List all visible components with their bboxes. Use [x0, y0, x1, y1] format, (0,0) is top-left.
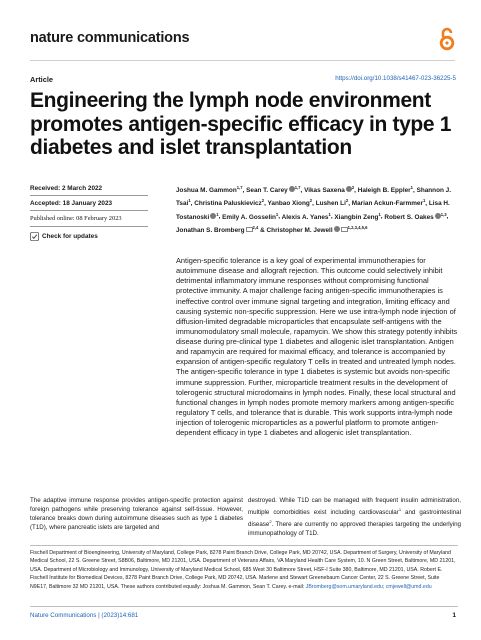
author-name-text: Xiangbin Zeng	[334, 213, 379, 221]
author-name-text: Lisa H. Tostanoski	[176, 200, 450, 221]
author-affiliation-ref: 1	[188, 198, 191, 204]
author-name-text: Emily A. Gosselin	[222, 213, 276, 221]
author-affiliation-ref: 1,7	[236, 185, 243, 190]
author-name[interactable]	[352, 200, 426, 207]
author-affiliation-ref: 1,3	[440, 211, 447, 217]
author-affiliation-ref: 2	[309, 198, 313, 204]
author-name[interactable]	[334, 211, 381, 221]
open-access-icon[interactable]	[438, 27, 456, 51]
author-affiliation-ref: 1	[410, 185, 413, 190]
email-icon[interactable]	[341, 227, 348, 232]
body-text-segment: . There are currently no approved therapies targeting the underlying immunopathology of T1D.	[248, 521, 461, 538]
email-icon[interactable]	[246, 227, 253, 232]
body-text-left: The adaptive immune response provides antigen-specific protection against foreign pathogens while preserving tolerance against self-tissue. However, tolerance breaks down during autoimmune diseases such as type 1 diabetes (T1D), where pancreatic islets are targeted and	[30, 497, 243, 532]
check-for-updates-icon[interactable]	[30, 232, 39, 241]
author-name-text: Vikas Saxena	[304, 187, 345, 195]
affiliation-text: Fischell Department of Bioengineering, University of Maryland, College Park, 8278 Paint Branch Drive, College Park, MD 20742, USA. Department of Surgery, University of Maryland Medical School, 22 S. Greene Street, S8B06, Baltimore, MD 21201, USA. Department of Veterans Affairs, VA Maryland Health Care System, 10. N Green Street, Baltimore, MD 21201, USA. Department of Microbiology and Immunology, University of Maryland Medical School, 685 West 30 Baltimore Street, HSF-I Suite 380, Baltimore, MD 21201, USA. Robert E. Fischell Institute for Biomedical Devices, 8278 Paint Branch Drive, College Park, MD 20742, USA. Marlene and Stewart Greenebaum Cancer Center, 22 S. Greene Street, Suite N9E17, Baltimore 32 MD 21201, USA. These authors contributed equally: Joshua M. Gammon, Sean T. Carey.	[30, 550, 456, 590]
journal-citation[interactable]: Nature Communications | (2023)14:681	[30, 612, 139, 619]
published-date: Published online: 08 February 2023	[30, 215, 122, 222]
author-name[interactable]	[358, 187, 413, 194]
author-name-text: Christopher M. Jewell	[266, 226, 333, 234]
email-label: e-mail:	[287, 583, 306, 590]
meta-divider	[30, 226, 148, 227]
header-divider	[30, 60, 455, 61]
article-title: Engineering the lymph node environment promotes antigen-specific efficacy in type 1 diabetes and islet transplantation	[30, 89, 452, 159]
author-affiliation-ref: 1	[422, 198, 426, 204]
abstract: Antigen-specific tolerance is a key goal of experimental immunotherapies for autoimmune disease and allograft rejection. This outcome could selectively inhibit detrimental inflammatory immune responses without compromising functional protective immunity. A major challenge facing antigen-specific immunotherapies is ineffective control over immune signal targeting and integration, limiting efficacy and causing systemic non-specific suppression. Here we use intra-lymph node injection of diffusion-limited degradable microparticles that encapsulate self-antigens with the immunomodulatory small molecule, rapamycin. We show this strategy potently inhibits disease during pre-clinical type 1 diabetes and allogenic islet transplantation. Antigen and rapamycin are required for maximal efficacy, and tolerance is accompanied by expansion of antigen-specific regulatory T cells in treated and untreated lymph nodes. The antigen-specific tolerance in type 1 diabetes is systemic but avoids non-specific immune suppression. Further, microparticle treatment results in the development of tolerogenic structural microdomains in lymph nodes. Finally, these local structural and functional changes in lymph nodes promote memory markers among antigen-specific regulatory T cells, and tolerance that is durable. This work supports intra-lymph node injection of tolerogenic microparticles as a powerful platform to promote antigen-dependent efficacy in type 1 diabetes and allogenic islet transplantation.	[176, 256, 458, 438]
author-affiliation-ref: 2	[351, 185, 355, 190]
doi-link[interactable]: https://doi.org/10.1038/s41467-023-36225-5	[335, 75, 456, 82]
author-affiliation-ref: 1	[275, 211, 279, 217]
author-affiliation-ref: 1	[216, 211, 219, 217]
author-affiliation-ref: 1	[378, 211, 381, 217]
author-name[interactable]	[176, 187, 243, 194]
author-affiliation-ref: 1,7	[294, 185, 301, 190]
author-name-text: Alexis A. Yanes	[281, 213, 329, 221]
author-name[interactable]	[246, 187, 300, 194]
author-name[interactable]	[304, 187, 354, 194]
orcid-icon[interactable]	[334, 226, 340, 232]
meta-divider	[30, 195, 148, 196]
author-name[interactable]	[176, 224, 259, 234]
affiliations	[30, 549, 458, 591]
check-for-updates-link[interactable]: Check for updates	[42, 233, 98, 240]
email-links[interactable]: JBromberg@som.umaryland.edu; cmjewell@umd.edu	[305, 583, 432, 590]
author-name[interactable]: & Christopher M. Jewell $^{1,2,3,4,5,6}$	[260, 224, 368, 234]
author-name-text: Robert S. Oakes	[384, 213, 434, 221]
received-date: Received: 2 March 2022	[30, 185, 103, 192]
page-number: 1	[452, 612, 456, 619]
author-name-text: Lushen Li	[315, 200, 346, 208]
author-name-text: Shannon J. Tsai	[176, 187, 452, 208]
author-name[interactable]	[194, 200, 264, 207]
author-affiliation-ref: 2	[345, 198, 349, 204]
author-affiliation-ref: 1,2,3,4,5,6	[347, 224, 368, 230]
meta-divider	[30, 210, 148, 211]
author-name[interactable]	[384, 211, 447, 221]
author-name-text: Sean T. Carey	[246, 187, 288, 195]
body-text-right	[248, 496, 461, 539]
author-affiliation-ref: 1	[328, 211, 331, 217]
citation-ref[interactable]: 1	[398, 507, 402, 513]
footer-divider	[30, 606, 458, 607]
footnote-divider	[30, 545, 458, 546]
author-name-text: Joshua M. Gammon	[176, 187, 237, 195]
author-name-text: Marian Ackun-Farmmer	[351, 200, 423, 208]
accepted-date: Accepted: 18 January 2023	[30, 200, 113, 207]
author-affiliation-ref: 2,4	[252, 224, 259, 230]
author-list: Joshua M. Gammon$^{1,7}$, Sean T. Carey $^{1,7}$, Vikas Saxena $^2$, Haleigh B. Eppler$^1$, Shannon J. Tsai$^1$, Christina Paluskievicz$^2$, Yanbao Xiong$^2$, Lushen Li$^2$, Marian Ackun-Farmmer$^1$, Lisa H. Tostanoski $^1$, Emily A. Gosselin$^1$, Alexis A. Yanes$^1$, Xiangbin Zeng$^1$, Robert S. Oakes $^{1,3}$, Jonathan S. Bromberg $^{2,4}$ & Christopher M. Jewell $^{1,2,3,4,5,6}$	[176, 185, 452, 234]
body-text-segment: and gastrointestinal disease	[248, 509, 461, 529]
author-name-text: Christina Paluskievicz	[194, 200, 262, 208]
article-type: Article	[30, 75, 54, 84]
author-name[interactable]	[222, 211, 279, 221]
author-name[interactable]	[316, 200, 349, 207]
author-name[interactable]	[268, 200, 313, 207]
journal-name[interactable]: nature communications	[30, 30, 190, 46]
author-name-text: Jonathan S. Bromberg	[176, 226, 245, 234]
author-name[interactable]	[281, 211, 331, 221]
body-text-segment: destroyed. While T1D can be managed with frequent insulin administration, multiple comorbidities exist including cardiovascular	[248, 497, 461, 517]
author-name-text: Yanbao Xiong	[267, 200, 310, 208]
author-name-text: Haleigh B. Eppler	[357, 187, 411, 195]
author-affiliation-ref: 2	[261, 198, 265, 204]
citation-ref[interactable]: 2	[269, 519, 272, 525]
